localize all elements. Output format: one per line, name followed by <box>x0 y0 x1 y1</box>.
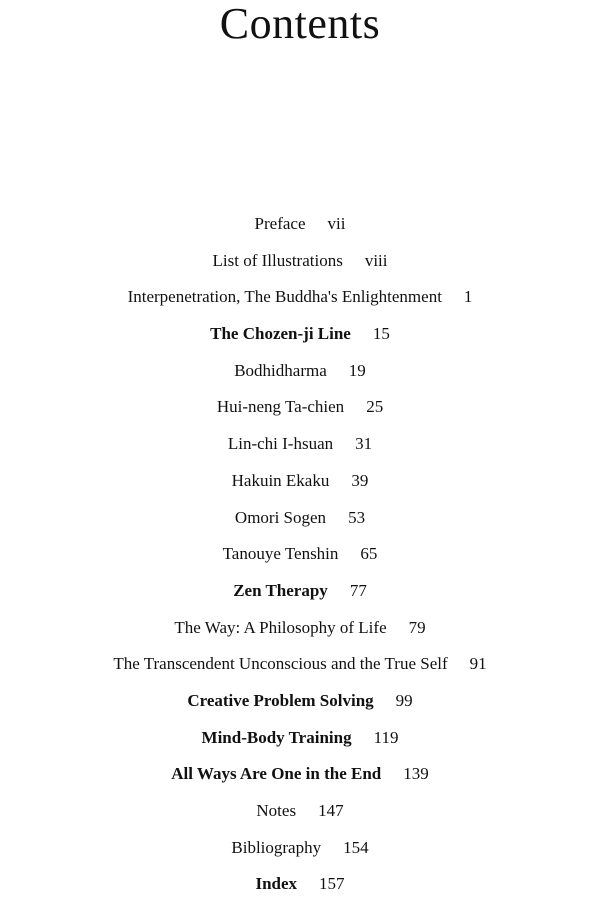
toc-entry <box>0 646 600 683</box>
toc-entry-title: Tanouye Tenshin <box>222 544 339 564</box>
page-title: Contents <box>219 0 381 48</box>
toc-entry-title: Mind-Body Training <box>201 727 352 747</box>
toc-entry-page: 91 <box>469 654 487 674</box>
toc-entry-page: 19 <box>348 360 366 380</box>
toc-entry-title: Interpenetration, The Buddha's Enlightenment <box>127 287 442 307</box>
table-of-contents <box>0 206 600 903</box>
toc-entry-page: 157 <box>319 874 345 894</box>
toc-entry-title: Preface <box>254 214 306 233</box>
toc-entry <box>0 536 600 573</box>
toc-entry-page: 31 <box>355 434 373 454</box>
toc-entry-page: 15 <box>372 324 390 344</box>
toc-entry-title: Hui-neng Ta-chien <box>216 397 345 417</box>
toc-entry-title: Creative Problem Solving <box>187 690 374 710</box>
toc-entry-page: 1 <box>463 287 473 307</box>
toc-entry-title: The Chozen-ji Line <box>210 324 351 344</box>
toc-entry-title: Notes <box>256 801 297 820</box>
toc-entry <box>0 243 600 280</box>
toc-entry-page: 25 <box>366 397 384 417</box>
toc-entry <box>0 866 600 903</box>
toc-entry-title: Omori Sogen <box>234 507 327 527</box>
toc-entry-title: Zen Therapy <box>233 580 328 600</box>
toc-entry-page: 39 <box>351 470 369 490</box>
toc-entry-title: The Transcendent Unconscious and the True Self <box>113 654 448 674</box>
toc-entry-title: Lin-chi I-hsuan <box>227 434 334 454</box>
toc-entry <box>0 389 600 426</box>
toc-entry <box>0 720 600 757</box>
toc-entry-page: 79 <box>408 617 426 637</box>
toc-entry <box>0 316 600 353</box>
toc-entry-title: Index <box>255 874 298 894</box>
toc-entry <box>0 463 600 500</box>
toc-entry <box>0 353 600 390</box>
toc-entry-title: Hakuin Ekaku <box>231 470 330 490</box>
toc-entry <box>0 830 600 867</box>
toc-entry-title: All Ways Are One in the End <box>171 764 382 784</box>
toc-entry <box>0 426 600 463</box>
toc-entry-page: 154 <box>343 837 369 857</box>
toc-entry-title: Bodhidharma <box>234 360 327 380</box>
toc-entry <box>0 279 600 316</box>
toc-entry <box>0 683 600 720</box>
toc-entry-page: 99 <box>395 690 413 710</box>
toc-entry-page: 147 <box>318 801 344 820</box>
toc-entry-page: 53 <box>348 507 366 527</box>
toc-entry <box>0 793 600 830</box>
toc-entry-page: 139 <box>403 764 429 784</box>
toc-entry-page: vii <box>327 214 346 233</box>
toc-entry <box>0 610 600 647</box>
toc-entry-title: The Way: A Philosophy of Life <box>174 617 387 637</box>
toc-entry-title: List of Illustrations <box>212 250 343 270</box>
toc-entry-page: viii <box>364 250 388 270</box>
toc-entry <box>0 756 600 793</box>
toc-entry-page: 119 <box>373 727 399 747</box>
toc-entry <box>0 206 600 243</box>
toc-entry-page: 65 <box>360 544 378 564</box>
toc-entry <box>0 573 600 610</box>
toc-entry <box>0 500 600 537</box>
toc-entry-page: 77 <box>349 580 367 600</box>
toc-entry-title: Bibliography <box>231 837 322 857</box>
